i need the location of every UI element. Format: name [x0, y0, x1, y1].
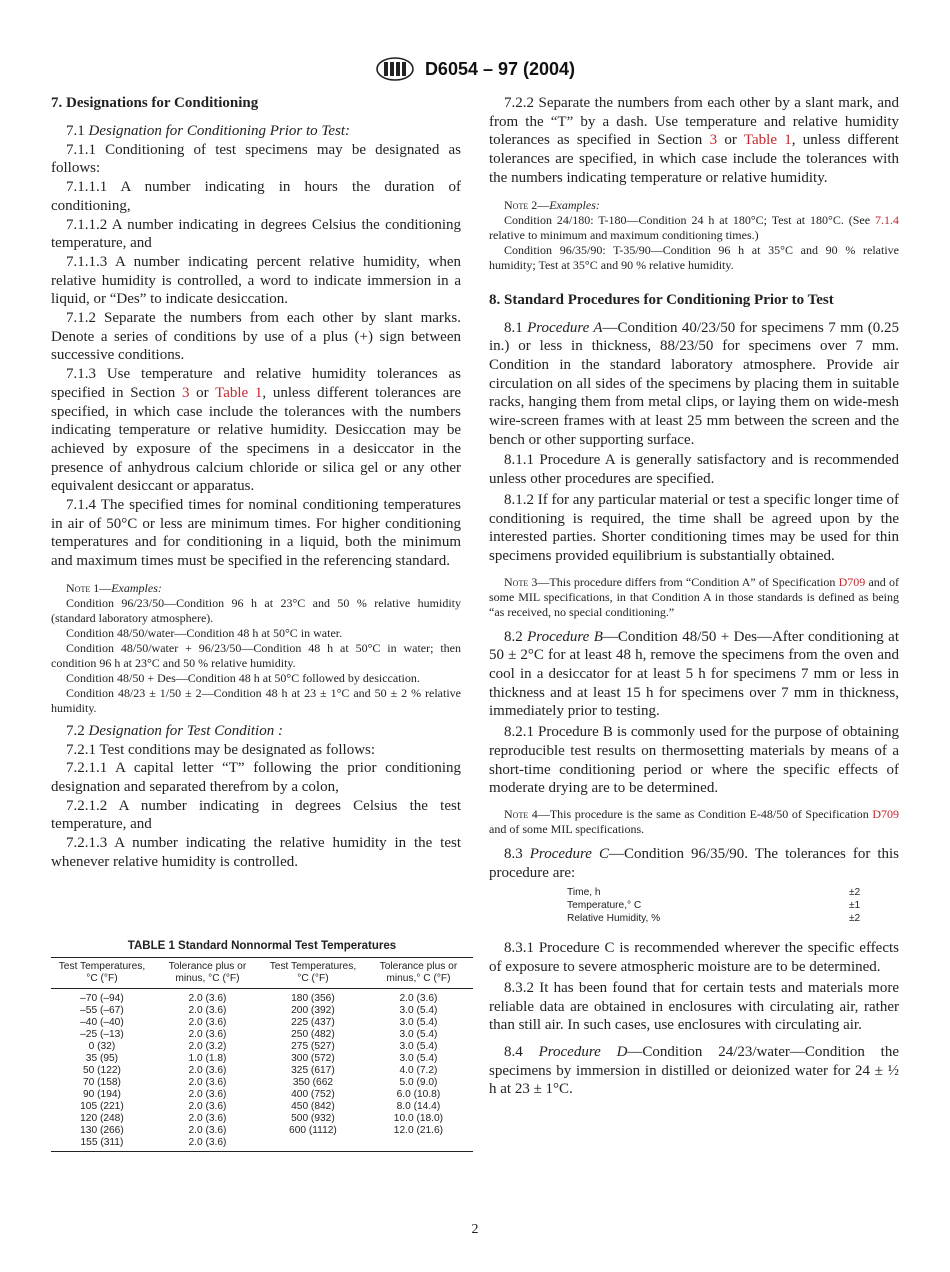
note-1-line: Condition 48/50 + Des—Condition 48 h at 50°C followed by desiccation. — [66, 670, 420, 685]
column-header: Tolerance plus or minus, °C (°F) — [153, 958, 262, 989]
note-1-line: Condition 48/50/water + 96/23/50—Condition 48 h at 50°C in water; then condition 96 h at 23°C and 50 % relative humidity. — [51, 640, 461, 670]
table-cell: 35 (95) — [85, 1053, 119, 1064]
table-row — [51, 1053, 473, 1065]
table-row — [51, 1029, 473, 1041]
d709-link[interactable]: D709 — [872, 806, 900, 821]
table-cell: –55 (–67) — [80, 1005, 124, 1016]
para-7-2-1-1: 7.2.1.1 A capital letter “T” following the prior conditioning designation and separated therefrom by a colon, — [51, 760, 461, 795]
section-8-heading: 8. Standard Procedures for Conditioning Prior to Test — [489, 291, 834, 308]
para-7-1-1: 7.1.1 Conditioning of test specimens may be designated as follows: — [51, 141, 461, 177]
table-cell: 8.0 (14.4) — [396, 1101, 441, 1112]
para-8-3: 8.3 Procedure C—Condition 96/35/90. The tolerances for this procedure are: — [489, 845, 900, 881]
table-cell: 2.0 (3.6) — [188, 1113, 227, 1124]
para-8-4: 8.4 Procedure D—Condition 24/23/water—Condition the specimens by immersion in distilled or deionized water for 24 ± ½ h at 23 ± 1°C. — [489, 1043, 900, 1098]
note-1-line: Condition 96/23/50—Condition 96 h at 23°C and 50 % relative humidity (standard laboratory atmosphere). — [51, 595, 461, 625]
table-cell: 70 (158) — [82, 1077, 121, 1088]
note-3: Note 3—This procedure differs from “Condition A” of Specification D709 and of some MIL specifications, in that Condition A in those standards is defined as being “as received, no special conditioning.” — [489, 574, 899, 619]
para-7-1-1-2: 7.1.1.2 A number indicating in degrees Celsius the conditioning temperature, and — [51, 216, 461, 252]
tolerance-row: Temperature,° C ±1 — [567, 900, 861, 912]
para-7-1-1-1: 7.1.1.1 A number indicating in hours the duration of conditioning, — [51, 179, 461, 214]
table-cell: 90 (194) — [82, 1089, 121, 1100]
table-row — [51, 1113, 473, 1125]
section-3-link[interactable]: 3 — [709, 132, 718, 149]
table-cell: 2.0 (3.6) — [188, 1101, 227, 1112]
table-cell: 2.0 (3.6) — [188, 1065, 227, 1076]
table-row — [51, 1065, 473, 1077]
table-cell: 1.0 (1.8) — [188, 1053, 227, 1064]
table-cell: 6.0 (10.8) — [396, 1089, 441, 1100]
note-2-heading: Note 2—Examples: — [504, 197, 600, 212]
table-cell: 450 (842) — [291, 1101, 335, 1112]
note-1-line: Condition 48/50/water—Condition 48 h at 50°C in water. — [66, 625, 343, 640]
table-cell: 3.0 (5.4) — [399, 1017, 438, 1028]
left-column — [51, 94, 461, 872]
standard-id: D6054 – 97 (2004) — [424, 58, 576, 79]
table-row — [51, 1101, 473, 1113]
para-8-2-1: 8.2.1 Procedure B is commonly used for the purpose of obtaining reproducible test results on thermosetting materials by means of a short-time conditioning period or where the specific effects of moderate drying are to be determined. — [489, 724, 899, 797]
table-cell: –25 (–13) — [80, 1029, 124, 1040]
table-cell — [364, 1137, 473, 1152]
table-cell: 120 (248) — [80, 1113, 124, 1124]
para-8-1: 8.1 Procedure A—Condition 40/23/50 for specimens 7 mm (0.25 in.) or less in thickness, 88/23/50 for specimens over 7 mm. Condition in the standard laboratory atmosphere. Provide air circulation on all sides of the specimens by placing them in suitable racks, hanging them from metal clips, or laying them on wide-mesh wire-screen frames with at least 25 mm between the screen and the bench or other supporting surface. — [489, 319, 899, 448]
page-header — [0, 56, 950, 82]
table-cell: 250 (482) — [291, 1029, 335, 1040]
para-7-2-2: 7.2.2 Separate the numbers from each other by a slant mark, and from the “T” by a dash. Use temperature and relative humidity tolerances as specified in Section 3 or Table 1, unless different tolerances are specified, in which case include the tolerances with the numbers indicating temperature or relative humidity. — [489, 95, 899, 186]
table-cell: 105 (221) — [80, 1101, 124, 1112]
table-cell: 2.0 (3.6) — [188, 1017, 227, 1028]
table-row — [51, 1089, 473, 1101]
table-cell — [262, 1137, 364, 1152]
para-7-1-2: 7.1.2 Separate the numbers from each other by slant marks. Denote a series of conditions by use of a plus (+) sign between successive conditions. — [51, 310, 461, 364]
table-cell: –40 (–40) — [80, 1017, 124, 1028]
note-4: Note 4—This procedure is the same as Condition E-48/50 of Specification D709 and of some MIL specifications. — [489, 806, 900, 836]
para-8-3-2: 8.3.2 It has been found that for certain tests and materials more reliable data are obtained in enclosures with circulating air, rather than still air. In such cases, use enclosures with circulating air. — [489, 979, 899, 1034]
clause-7-1-4-link[interactable]: 7.1.4 — [875, 212, 899, 227]
note-1-heading: Note 1—Examples: — [66, 580, 162, 595]
tolerance-row: Time, h ±2 — [567, 887, 861, 899]
table-cell: 2.0 (3.6) — [188, 1029, 227, 1040]
table-cell: 3.0 (5.4) — [399, 1053, 438, 1064]
table-cell: 600 (1112) — [289, 1125, 337, 1136]
astm-logo-icon — [375, 56, 415, 82]
table-cell: 275 (527) — [291, 1041, 335, 1052]
para-8-2: 8.2 Procedure B—Condition 48/50 + Des—After conditioning at 50 ± 2°C for at least 48 h, remove the specimens from the oven and cool in a desiccator for at least 5 h for specimens 7 mm or less in thickness and at least 15 h for specimens over 7 mm in thickness, immediately prior to testing. — [489, 628, 899, 720]
table-cell: 3.0 (5.4) — [399, 1029, 438, 1040]
table-cell: 10.0 (18.0) — [393, 1113, 444, 1124]
para-7-1-4: 7.1.4 The specified times for nominal conditioning temperatures in air of 50°C or less are minimum times. For higher conditioning temperatures and for conditioning in a liquid, both the minimum and maximum times must be specified in the referencing standard. — [51, 497, 461, 570]
d709-link[interactable]: D709 — [838, 574, 866, 589]
table-cell: 2.0 (3.2) — [188, 1041, 227, 1052]
note-1-line: Condition 48/23 ± 1/50 ± 2—Condition 48 h at 23 ± 1°C and 50 ± 2 % relative humidity. — [51, 685, 461, 715]
right-column — [489, 94, 899, 1099]
para-8-3-1: 8.3.1 Procedure C is recommended wherever the specific effects of exposure to severe atmospheric moisture are to be determined. — [489, 940, 899, 976]
table-cell: 300 (572) — [291, 1053, 335, 1064]
table-cell: 130 (266) — [80, 1125, 124, 1136]
para-7-2: 7.2 Designation for Test Condition : — [66, 722, 283, 739]
column-header: Tolerance plus or minus,° C (°F) — [364, 958, 473, 989]
note-2-line: Condition 96/35/90: T-35/90—Condition 96 h at 35°C and 90 % relative humidity; Test at 35°C and 90 % relative humidity. — [489, 242, 899, 272]
table-cell: 4.0 (7.2) — [399, 1065, 438, 1076]
para-7-1: 7.1 Designation for Conditioning Prior to Test: — [66, 123, 351, 139]
table-cell: 2.0 (3.6) — [188, 1089, 227, 1100]
page-number: 2 — [471, 1222, 479, 1237]
table-cell: 3.0 (5.4) — [399, 1005, 438, 1016]
table-cell: 200 (392) — [291, 1005, 335, 1016]
table-cell: 2.0 (3.6) — [153, 1137, 262, 1152]
para-8-1-1: 8.1.1 Procedure A is generally satisfactory and is recommended unless other procedures are specified. — [489, 452, 899, 488]
section-7-heading: 7. Designations for Conditioning — [51, 95, 259, 111]
note-2-line: Condition 24/180: T-180—Condition 24 h at 180°C; Test at 180°C. (See 7.1.4 relative to minimum and maximum conditioning times.) — [489, 212, 899, 242]
table-row — [51, 1125, 473, 1137]
table-cell: 50 (122) — [82, 1065, 121, 1076]
table-cell: 2.0 (3.6) — [399, 993, 438, 1004]
table-cell: 180 (356) — [291, 993, 335, 1004]
table-row — [51, 1005, 473, 1017]
para-7-2-1-2: 7.2.1.2 A number indicating in degrees Celsius the test temperature, and — [51, 797, 461, 833]
tolerance-row: Relative Humidity, % ±2 — [567, 913, 861, 925]
temperature-table — [51, 957, 473, 1152]
table-cell: 350 (662 — [292, 1077, 334, 1088]
table-cell: 2.0 (3.6) — [188, 1125, 227, 1136]
tolerance-table — [567, 886, 860, 925]
table-cell: 12.0 (21.6) — [393, 1125, 444, 1136]
table-cell: 325 (617) — [291, 1065, 335, 1076]
table-1-title: TABLE 1 Standard Nonnormal Test Temperatures — [127, 940, 397, 952]
table-cell: 0 (32) — [88, 1041, 116, 1052]
table-cell: 500 (932) — [291, 1113, 335, 1124]
table-1 — [51, 940, 473, 1152]
table-row — [51, 1137, 473, 1152]
table-cell: 155 (311) — [51, 1137, 153, 1152]
table-1-link[interactable]: Table 1 — [743, 132, 792, 149]
para-7-2-1: 7.2.1 Test conditions may be designated as follows: — [66, 741, 376, 758]
table-row — [51, 1077, 473, 1089]
column-header: Test Temperatures, °C (°F) — [51, 958, 153, 989]
table-cell: 3.0 (5.4) — [399, 1041, 438, 1052]
table-cell: 2.0 (3.6) — [188, 1005, 227, 1016]
table-cell: –70 (–94) — [80, 993, 124, 1004]
para-7-2-1-3: 7.2.1.3 A number indicating the relative humidity in the test whenever relative humidity is controlled. — [51, 835, 461, 870]
section-3-link[interactable]: 3 — [181, 384, 190, 401]
table-cell: 400 (752) — [291, 1089, 335, 1100]
table-cell: 2.0 (3.6) — [188, 993, 227, 1004]
table-cell: 225 (437) — [291, 1017, 335, 1028]
table-row — [51, 1041, 473, 1053]
para-7-1-3: 7.1.3 Use temperature and relative humidity tolerances as specified in Section 3 or Table 1, unless different tolerances are specified, in which case include the tolerances with the numbers indicating temperature or relative humidity. Desiccation may be achieved by exposure of the specimens in a desiccator in the presence of anhydrous calcium chloride or silica gel or any other equivalent desiccant or apparatus. — [51, 366, 461, 495]
table-cell: 5.0 (9.0) — [399, 1077, 438, 1088]
table-1-link[interactable]: Table 1 — [215, 384, 263, 401]
table-row — [51, 1017, 473, 1029]
para-8-1-2: 8.1.2 If for any particular material or test a specific longer time of conditioning is required, the time shall be agreed upon by the interested parties. Shorter conditioning times may be used for thin specimens provided equilibrium is substantially obtained. — [489, 491, 899, 564]
table-cell: 2.0 (3.6) — [188, 1077, 227, 1088]
table-row — [51, 989, 473, 1006]
column-header: Test Temperatures, °C (°F) — [262, 958, 364, 989]
para-7-1-1-3: 7.1.1.3 A number indicating percent relative humidity, when relative humidity is controlled, a word to indicate immersion in a liquid, or “Des” to indicate desiccation. — [51, 253, 461, 308]
